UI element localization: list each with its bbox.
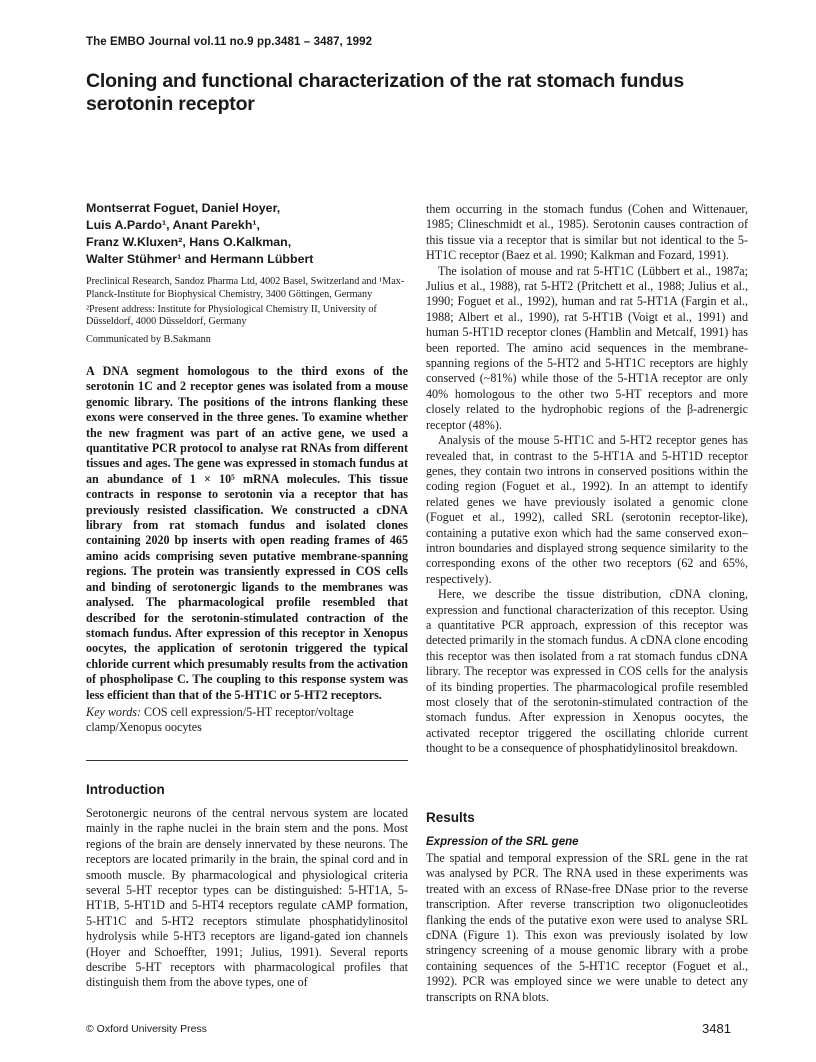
keywords-text: COS cell expression/5-HT receptor/voltage clamp/Xenopus oocytes	[86, 705, 354, 735]
affiliations	[86, 276, 408, 331]
intro-paragraph: Here, we describe the tissue distribution, cDNA cloning, expression and functional characterization of this receptor. Using a quantitative PCR approach, expression of this receptor was detected primarily in the stomach fundus. A cDNA clone encoding this receptor was then isolated from a rat stomach fundus cDNA library. The receptor was expressed in COS cells for the analysis of its binding properties. The pharmacological profile resembled most closely that of the serotonin-stimulated contraction of the stomach fundus. After expression in Xenopus oocytes, the activated receptor triggered the oscillating chloride current thought to be a consequence of phosphatidylinositol breakdown.	[426, 587, 748, 756]
results-body	[426, 851, 748, 1005]
author-line: Walter Stühmer¹ and Hermann Lübbert	[86, 252, 314, 266]
intro-heading: Introduction	[86, 782, 165, 797]
results-heading: Results	[426, 810, 475, 825]
intro-body	[86, 806, 408, 991]
results-paragraph: The spatial and temporal expression of the SRL gene in the rat was analysed by PCR. The RNA used in these experiments was treated with an excess of RNase-free DNase prior to the reverse transcription. After reverse transcription two oligonucleotides flanking the ends of the putative exon were used to analyse SRL cDNA (Figure 1). This exon was previously isolated by low stringency screening of a mouse genomic library with a probe containing sequences of the 5-HT1C receptor (Foguet et al., 1992). PCR was employed since we were unable to detect any transcripts on RNA blots.	[426, 851, 748, 1004]
keywords	[86, 705, 408, 736]
abstract: A DNA segment homologous to the third exons of the serotonin 1C and 2 receptor genes was isolated from a mouse genomic library. The positions of the introns flanking these exons were conserved in the three genes. To examine whether the new fragment was part of an active gene, we used a quantitative PCR protocol to analyse rat RNAs from different tissues and ages. The gene was expressed in stomach fundus at an abundance of 1 × 10⁵ mRNA molecules. This tissue contracts in response to serotonin via a receptor that has previously resisted classification. We constructed a cDNA library from rat stomach fundus and isolated clones containing 2020 bp inserts with open reading frames of 465 amino acids comprising seven putative membrane-spanning regions. The protein was transiently expressed in COS cells and binding of serotonergic ligands to the membranes was analysed. The pharmacological profile resembled that described for the serotonin-stimulated contraction of the stomach fundus. After expression of this receptor in Xenopus oocytes, the application of serotonin triggered the typical chloride current which presumably results from the activation of phospholipase C. The coupling to this response system was less efficient than that of the 5-HT1C or 5-HT2 receptors.	[86, 364, 408, 702]
journal-header: The EMBO Journal vol.11 no.9 pp.3481 – 3487, 1992	[86, 36, 373, 48]
results-subheading: Expression of the SRL gene	[426, 836, 579, 848]
author-line: Franz W.Kluxen², Hans O.Kalkman,	[86, 235, 292, 249]
page-number: 3481	[702, 1021, 731, 1036]
affiliation-main: Preclinical Research, Sandoz Pharma Ltd, 4002 Basel, Switzerland and ¹Max-Planck-Institute for Biophysical Chemistry, 3400 Göttingen, Germany	[86, 276, 405, 300]
article-title: Cloning and functional characterization of the rat stomach fundus serotonin receptor	[86, 70, 685, 115]
right-column-intro	[426, 202, 748, 757]
intro-paragraph: Analysis of the mouse 5-HT1C and 5-HT2 receptor genes has revealed that, in contrast to the 5-HT1A and 5-HT1D receptor genes, they contain two introns in conserved positions within the coding region (Foguet et al., 1992). In an attempt to identify related genes we have previously isolated a genomic clone (Foguet et al., 1992), called SRL (serotonin receptor-like), containing a putative exon which had the same conserved exon–intron boundaries and displayed strong sequence similarity to the corresponding exons of the other two receptors (62 and 65%, respectively).	[426, 433, 748, 586]
section-divider	[86, 760, 408, 761]
intro-paragraph: Serotonergic neurons of the central nervous system are located mainly in the raphe nuclei in the brain stem and the pons. Most regions of the brain are densely innervated by these neurons. The receptors are located primarily in the brain, the spinal cord and in smooth muscle. By pharmacological and physiological criteria several 5-HT receptor types can be distinguished: 5-HT1A, 5-HT1B, 5-HT1D and 5-HT4 receptors regulate cAMP formation, 5-HT1C and 5-HT2 receptors stimulate phosphatidylinositol hydrolysis while 5-HT3 receptors are ligand-gated ion channels (Hoyer and Schoeffter, 1991; Julius, 1991). Several reports describe 5-HT receptors with pharmacological profiles that distinguish them from the above types, one of	[86, 806, 408, 990]
intro-paragraph: them occurring in the stomach fundus (Cohen and Wittenauer, 1985; Clineschmidt et al., 1985). Serotonin causes contraction of this tissue via a receptor that is similar but not identical to the 5-HT1C receptor (Baez et al. 1990; Kalkman and Fozard, 1991).	[426, 202, 748, 263]
author-line: Luis A.Pardo¹, Anant Parekh¹,	[86, 218, 260, 232]
keywords-label: Key words:	[86, 705, 141, 719]
intro-paragraph: The isolation of mouse and rat 5-HT1C (Lübbert et al., 1987a; Julius et al., 1988), rat 5-HT2 (Pritchett et al., 1988; Julius et al., 1990; Foguet et al., 1992), human and rat 5-HT1A (Fargin et al., 1988; Albert et al., 1990), rat 5-HT1B (Voigt et al., 1991) and human 5-HT1D receptor clones (Hamblin and Metcalf, 1991) has been reported. The amino acid sequences in the membrane-spanning regions of the 5-HT2 and 5-HT1C receptors are highly conserved (~81%) while those of the 5-HT1A receptor are only 40% homologous to the other two 5-HT receptors and more closely related to the hydrophobic regions of the β-adrenergic receptor (48%).	[426, 263, 748, 432]
copyright: © Oxford University Press	[86, 1023, 207, 1035]
author-list	[86, 200, 408, 268]
communicated-by: Communicated by B.Sakmann	[86, 334, 211, 345]
author-line: Montserrat Foguet, Daniel Hoyer,	[86, 201, 281, 215]
affiliation-present: ²Present address: Institute for Physiological Chemistry II, University of Düsseldorf, 4000 Düsseldorf, Germany	[86, 303, 377, 328]
